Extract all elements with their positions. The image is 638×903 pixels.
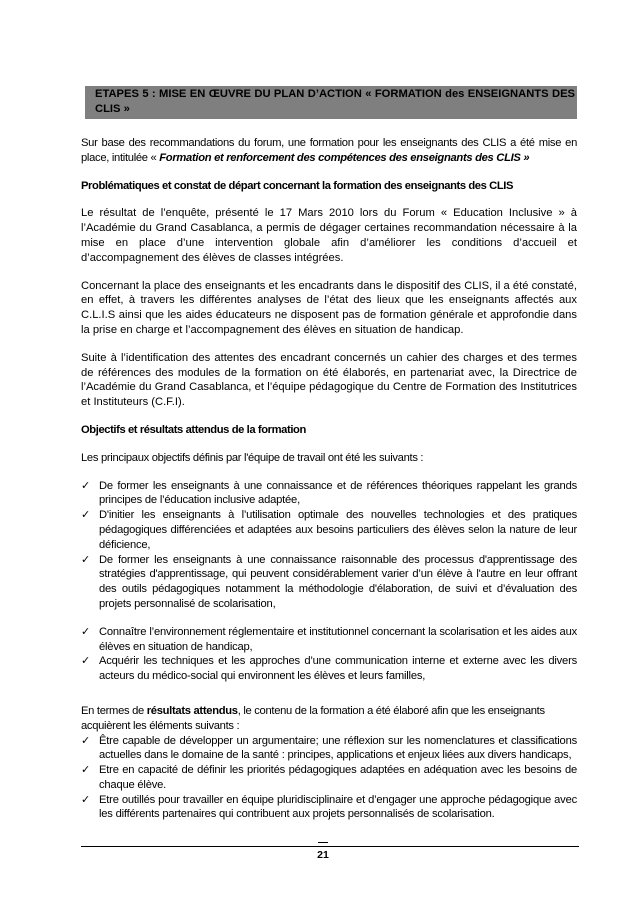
results-keyword: résultats attendus (146, 704, 238, 717)
objectives-list-b (81, 625, 577, 684)
checkmark-icon: ✓ (81, 625, 91, 638)
checkmark-icon: ✓ (81, 793, 91, 806)
objectives-list-a (81, 479, 577, 612)
checkmark-icon: ✓ (81, 764, 91, 777)
page-number: 21 (317, 849, 329, 861)
checkmark-icon: ✓ (81, 734, 91, 747)
training-title: Formation et renforcement des compétences des enseignants des CLIS » (159, 151, 530, 164)
list-item: ✓ Être capable de développer un argumentaire; une réflexion sur les nomenclatures et classifications actuelles dans le domaine de la santé : principes, applications et enjeux liées aux divers handicaps, (81, 734, 577, 762)
page-content (81, 136, 577, 822)
list-item: ✓ D'initier les enseignants à l’utilisation optimale des nouvelles technologies et des pratiques pédagogiques différenciées et adaptées aux besoins particuliers des élèves selon la nature de leur déficience, (81, 509, 577, 551)
list-item: ✓ De former les enseignants à une connaissance raisonnable des processus d'apprentissage des stratégies d'apprentissage, qui peuvent considérablement varier d’un élève à l'autre en leur offrant des outils pédagogiques notamment la méthodologie d'élaboration, de suivi et d’évaluation des projets personnalisé de scolarisation, (81, 553, 577, 610)
section-heading-problematiques: Problématiques et constat de départ concernant la formation des enseignants des CLIS (81, 179, 514, 192)
page-number-mark (318, 842, 328, 843)
checkmark-icon: ✓ (81, 479, 91, 492)
section-banner (85, 86, 577, 119)
footer-divider (81, 846, 579, 847)
intro-text: Sur base des recommandations du forum, une formation pour les enseignants des CLIS a été mise en place, intitulée « (81, 137, 577, 164)
results-list (81, 734, 577, 823)
list-item: ✓ Etre outillés pour travailler en équipe pluridisciplinaire et d’engager une approche pédagogique avec les différents partenaires qui contribuent aux projets personnalisés de scolarisation. (81, 793, 577, 821)
paragraph-result: Le résultat de l’enquête, présenté le 17 Mars 2010 lors du Forum « Education Inclusive » à l’Académie du Grand Casablanca, a permis de dégager certaines recommandation nécessaire à la mise en place d’une intervention globale afin d’améliorer les conditions d’accueil et d’accompagnement des élèves de classes intégrées. (81, 207, 577, 264)
list-item: ✓ Connaître l’environnement réglementaire et institutionnel concernant la scolarisation et les aides aux élèves en situation de handicap, (81, 625, 577, 653)
section-heading-objectifs: Objectifs et résultats attendus de la formation (81, 423, 306, 436)
checkmark-icon: ✓ (81, 509, 91, 522)
spacer (81, 612, 577, 625)
intro-paragraph (81, 136, 577, 166)
list-item: ✓ De former les enseignants à une connaissance et de références théoriques rappelant les grands principes de l’éducation inclusive adaptée, (81, 479, 577, 507)
paragraph-suite: Suite à l’identification des attentes des encadrant concernés un cahier des charges et des termes de références des modules de la formation on été élaborés, en partenariat avec, la Directrice de l’Académie du Grand Casablanca, et l’équipe pédagogique du Centre de Formation des Institutrices et Instituteurs (C.F.I). (81, 351, 577, 409)
banner-title: ETAPES 5 : MISE EN ŒUVRE DU PLAN D’ACTION « FORMATION des ENSEIGNANTS DES CLIS » (95, 88, 575, 115)
paragraph-concerning: Concernant la place des enseignants et les encadrants dans le dispositif des CLIS, il a été constaté, en effet, à travers les différentes analyses de l’état des lieux que les enseignants affectés aux C.L.I.S ainsi que les aides éducateurs ne disposent pas de formation générale et approfondie dans la prise en charge et l’accompagnement des élèves en situation de handicap. (81, 279, 577, 336)
checkmark-icon: ✓ (81, 553, 91, 566)
objectives-lead: Les principaux objectifs définis par l'équipe de travail ont été les suivants : (81, 451, 424, 464)
results-lead: En termes de résultats attendus, le contenu de la formation a été élaboré afin que les enseignants acquièrent les éléments suivants : (81, 704, 545, 732)
checkmark-icon: ✓ (81, 655, 91, 668)
list-item: ✓ Acquérir les techniques et les approches d’une communication interne et externe avec les divers acteurs du médico-social qui environnent les élèves et leurs familles, (81, 655, 577, 683)
spacer (81, 684, 577, 704)
list-item: ✓ Etre en capacité de définir les priorités pédagogiques adaptées en adéquation avec les besoins de chaque élève. (81, 764, 577, 791)
